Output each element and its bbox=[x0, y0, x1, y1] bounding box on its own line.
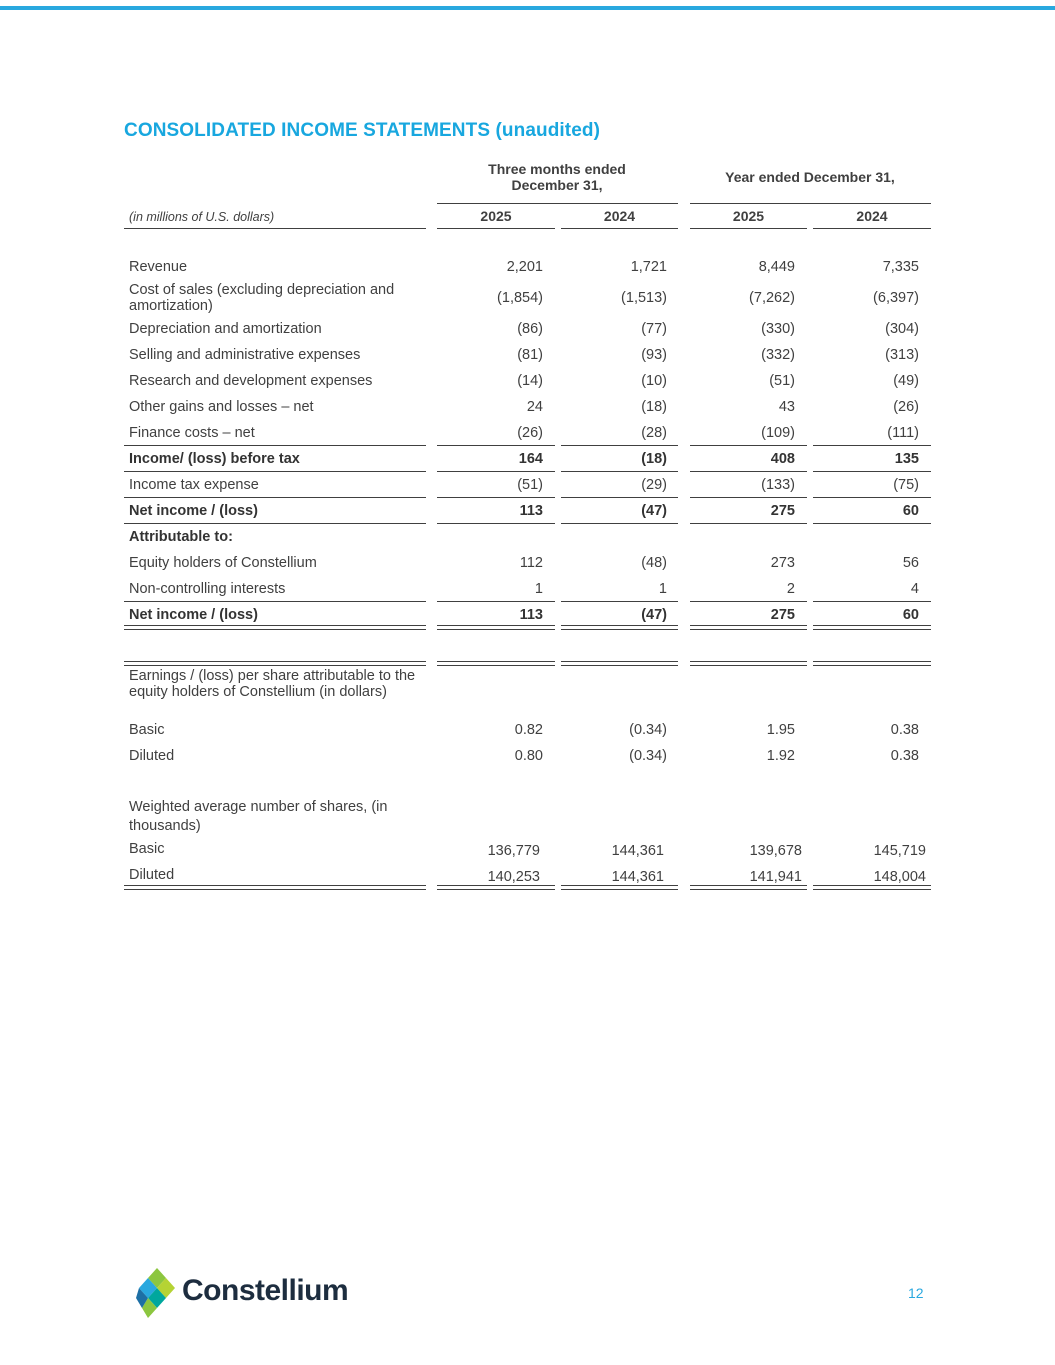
row-rule bbox=[813, 601, 931, 602]
cell-value: 140,253 bbox=[487, 869, 540, 885]
page-number: 12 bbox=[908, 1285, 924, 1301]
cell-value: (313) bbox=[885, 347, 919, 363]
row-rule bbox=[813, 523, 931, 524]
cell-value: 113 bbox=[519, 503, 543, 519]
cell-value: 1.92 bbox=[766, 748, 795, 764]
section-double-rule bbox=[690, 661, 807, 666]
cell-value: (28) bbox=[641, 425, 667, 441]
row-label: Basic bbox=[129, 841, 165, 857]
row-label: Net income / (loss) bbox=[129, 607, 258, 623]
cell-value: 24 bbox=[526, 399, 543, 415]
cell-value: (0.34) bbox=[629, 748, 667, 764]
cell-value: 56 bbox=[902, 555, 919, 571]
row-rule bbox=[690, 471, 807, 472]
row-rule bbox=[124, 601, 426, 602]
cell-value: 0.80 bbox=[514, 748, 543, 764]
row-rule bbox=[561, 523, 678, 524]
section-double-rule bbox=[813, 661, 931, 666]
cell-value: 60 bbox=[902, 607, 919, 623]
cell-value: (111) bbox=[887, 425, 919, 441]
cell-value: 1 bbox=[534, 581, 543, 597]
cell-value: 60 bbox=[902, 503, 919, 519]
header-underline bbox=[437, 228, 555, 229]
year-header: 2024 bbox=[856, 208, 888, 224]
cell-value: 43 bbox=[778, 399, 795, 415]
cell-value: 275 bbox=[770, 607, 795, 623]
header-year-ended: Year ended December 31, bbox=[725, 169, 895, 185]
units-label: (in millions of U.S. dollars) bbox=[129, 210, 275, 224]
cell-value: (18) bbox=[641, 451, 667, 467]
cell-value: 1 bbox=[658, 581, 667, 597]
total-double-rule bbox=[124, 625, 426, 630]
cell-value: (86) bbox=[517, 321, 543, 337]
cell-value: 144,361 bbox=[611, 843, 664, 859]
row-rule bbox=[437, 471, 555, 472]
row-rule bbox=[561, 497, 678, 498]
row-label: Other gains and losses – net bbox=[129, 399, 314, 415]
cell-value: (18) bbox=[641, 399, 667, 415]
cell-value: 145,719 bbox=[873, 843, 926, 859]
page-title: CONSOLIDATED INCOME STATEMENTS (unaudited) bbox=[124, 120, 601, 141]
cell-value: (14) bbox=[517, 373, 543, 389]
row-label: Non-controlling interests bbox=[129, 581, 286, 597]
row-rule bbox=[124, 523, 426, 524]
row-label: Net income / (loss) bbox=[129, 503, 258, 519]
row-rule bbox=[437, 523, 555, 524]
cell-value: (304) bbox=[885, 321, 919, 337]
row-rule bbox=[813, 497, 931, 498]
cell-value: (133) bbox=[761, 477, 795, 493]
section-double-rule bbox=[124, 661, 426, 666]
header-rule bbox=[690, 203, 931, 204]
cell-value: (10) bbox=[641, 373, 667, 389]
cell-value: 112 bbox=[519, 555, 543, 571]
cell-value: (47) bbox=[641, 503, 667, 519]
row-rule bbox=[690, 445, 807, 446]
row-rule bbox=[690, 523, 807, 524]
shares-section-label: Weighted average number of shares, (in thousands) bbox=[129, 799, 388, 834]
cell-value: 139,678 bbox=[749, 843, 802, 859]
cell-value: 275 bbox=[770, 503, 795, 519]
row-label: Equity holders of Constellium bbox=[129, 555, 317, 571]
row-label: Cost of sales (excluding depreciation and amortization) bbox=[129, 282, 395, 314]
cell-value: (51) bbox=[517, 477, 543, 493]
row-rule bbox=[437, 601, 555, 602]
cell-value: (1,513) bbox=[621, 290, 667, 306]
cell-value: 113 bbox=[519, 607, 543, 623]
year-header: 2025 bbox=[732, 208, 765, 224]
cell-value: (51) bbox=[769, 373, 795, 389]
cell-value: (26) bbox=[893, 399, 919, 415]
cell-value: (93) bbox=[641, 347, 667, 363]
cell-value: (77) bbox=[641, 321, 667, 337]
year-header: 2025 bbox=[480, 208, 512, 224]
cell-value: 7,335 bbox=[882, 259, 919, 275]
row-label: Finance costs – net bbox=[129, 425, 255, 441]
cell-value: 4 bbox=[910, 581, 919, 597]
cell-value: (48) bbox=[641, 555, 667, 571]
row-rule bbox=[437, 445, 555, 446]
total-double-rule bbox=[124, 885, 426, 890]
cell-value: (26) bbox=[517, 425, 543, 441]
row-label: Diluted bbox=[129, 867, 175, 883]
header-underline bbox=[124, 228, 426, 229]
logo-mark-icon bbox=[134, 1266, 180, 1320]
top-accent-bar bbox=[0, 6, 1055, 10]
section-double-rule bbox=[561, 661, 678, 666]
row-label: Attributable to: bbox=[129, 529, 233, 545]
cell-value: 0.38 bbox=[890, 748, 919, 764]
cell-value: (81) bbox=[517, 347, 543, 363]
cell-value: (332) bbox=[761, 347, 795, 363]
cell-value: (109) bbox=[761, 425, 795, 441]
logo-wordmark: Constellium bbox=[182, 1274, 349, 1307]
cell-value: (49) bbox=[893, 373, 919, 389]
cell-value: (47) bbox=[641, 607, 667, 623]
row-rule bbox=[561, 445, 678, 446]
cell-value: 408 bbox=[770, 451, 795, 467]
row-rule bbox=[124, 497, 426, 498]
row-label: Research and development expenses bbox=[129, 373, 373, 389]
cell-value: 0.82 bbox=[514, 722, 543, 738]
header-underline bbox=[813, 228, 931, 229]
header-underline bbox=[690, 228, 807, 229]
cell-value: 148,004 bbox=[873, 869, 926, 885]
row-label: Diluted bbox=[129, 748, 175, 764]
row-label: Income/ (loss) before tax bbox=[129, 451, 300, 467]
cell-value: 1,721 bbox=[630, 259, 667, 275]
total-double-rule bbox=[813, 885, 931, 890]
cell-value: 136,779 bbox=[487, 843, 540, 859]
year-header: 2024 bbox=[603, 208, 636, 224]
row-label: Selling and administrative expenses bbox=[129, 347, 361, 363]
row-rule bbox=[561, 601, 678, 602]
cell-value: 135 bbox=[894, 451, 919, 467]
row-rule bbox=[124, 471, 426, 472]
cell-value: 1.95 bbox=[766, 722, 795, 738]
row-rule bbox=[124, 445, 426, 446]
cell-value: 144,361 bbox=[611, 869, 664, 885]
cell-value: 2,201 bbox=[506, 259, 543, 275]
row-label: Depreciation and amortization bbox=[129, 321, 322, 337]
row-rule bbox=[690, 601, 807, 602]
cell-value: (29) bbox=[641, 477, 667, 493]
section-double-rule bbox=[437, 661, 555, 666]
cell-value: 8,449 bbox=[758, 259, 795, 275]
total-double-rule bbox=[561, 885, 678, 890]
header-rule bbox=[437, 203, 678, 204]
cell-value: 273 bbox=[770, 555, 795, 571]
header-three-months: Three months ended December 31, bbox=[488, 161, 626, 193]
cell-value: (6,397) bbox=[873, 290, 919, 306]
total-double-rule bbox=[437, 625, 555, 630]
total-double-rule bbox=[437, 885, 555, 890]
cell-value: (7,262) bbox=[749, 290, 795, 306]
company-logo bbox=[130, 1262, 350, 1322]
row-rule bbox=[690, 497, 807, 498]
cell-value: 2 bbox=[786, 581, 795, 597]
cell-value: 141,941 bbox=[749, 869, 802, 885]
total-double-rule bbox=[690, 885, 807, 890]
row-label: Income tax expense bbox=[129, 477, 259, 493]
row-label: Basic bbox=[129, 722, 165, 738]
row-label: Revenue bbox=[129, 259, 188, 275]
row-rule bbox=[813, 471, 931, 472]
cell-value: (0.34) bbox=[629, 722, 667, 738]
row-rule bbox=[813, 445, 931, 446]
total-double-rule bbox=[813, 625, 931, 630]
cell-value: (1,854) bbox=[497, 290, 543, 306]
cell-value: (75) bbox=[893, 477, 919, 493]
total-double-rule bbox=[561, 625, 678, 630]
row-rule bbox=[437, 497, 555, 498]
cell-value: 0.38 bbox=[890, 722, 919, 738]
header-underline bbox=[561, 228, 678, 229]
total-double-rule bbox=[690, 625, 807, 630]
cell-value: (330) bbox=[761, 321, 795, 337]
row-rule bbox=[561, 471, 678, 472]
cell-value: 164 bbox=[518, 451, 543, 467]
eps-section-label: Earnings / (loss) per share attributable to the equity holders of Constellium (in dollars) bbox=[129, 668, 416, 700]
